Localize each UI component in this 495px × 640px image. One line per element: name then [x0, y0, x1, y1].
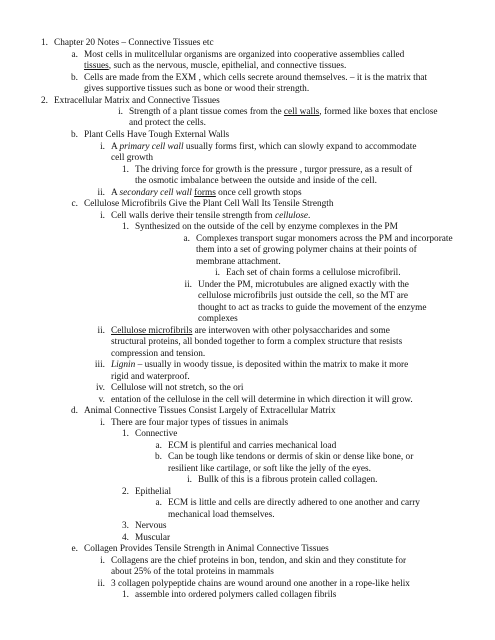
outline-item: [100, 142, 417, 153]
underlined-term: forms: [194, 188, 216, 198]
item-text: Cell walls derive their tensile strength from: [111, 211, 275, 221]
outline-item-continuation: [135, 176, 377, 187]
item-text: A: [111, 142, 120, 152]
outline-item-continuation: [196, 245, 417, 256]
underlined-term: tissues: [84, 61, 109, 71]
item-text: 3 collagen polypeptide chains are wound around one another in a rope-like helix: [111, 579, 410, 589]
item-text: A: [111, 188, 120, 198]
item-text: Complexes transport sugar monomers across the PM and incorporate: [196, 234, 453, 244]
outline-item: [122, 222, 398, 233]
item-marker: 3.: [122, 521, 129, 531]
item-marker: c.: [71, 199, 78, 209]
item-marker: 1.: [122, 222, 129, 232]
item-marker: iii.: [94, 360, 105, 370]
item-text: thought to act as tracks to guide the movement of the enzyme: [198, 303, 427, 313]
item-text: Under the PM, microtubules are aligned exactly with the: [198, 280, 409, 290]
item-text: complexes: [198, 314, 238, 324]
outline-item: [100, 211, 311, 222]
item-text: Bullk of this is a fibrous protein called collagen.: [198, 475, 378, 485]
item-text: Extracellular Matrix and Connective Tissues: [54, 96, 220, 106]
item-text: about 25% of the total proteins in mammals: [111, 567, 274, 577]
item-marker: i.: [100, 556, 105, 566]
item-text: There are four major types of tissues in animals: [111, 418, 289, 428]
item-text: Chapter 20 Notes – Connective Tissues etc: [54, 38, 214, 48]
outline-item: [122, 487, 172, 498]
item-marker: ii.: [97, 579, 105, 589]
item-text: usually forms first, which can slowly expand to accommodate: [183, 142, 417, 152]
item-text: Each set of chain forms a cellulose microfibril.: [226, 268, 401, 278]
item-text: Cells are made from the EXM , which cells secrete around themselves. – it is the matrix that: [84, 73, 428, 83]
outline-item-continuation: [111, 349, 205, 360]
item-marker: a.: [71, 50, 78, 60]
item-marker: ii.: [97, 326, 105, 336]
item-text: membrane attachment.: [196, 257, 281, 267]
outline-item: [41, 38, 214, 49]
item-marker: e.: [71, 544, 78, 554]
italic-term: Lignin: [111, 360, 136, 370]
item-marker: a.: [155, 498, 162, 508]
item-marker: a.: [155, 441, 162, 451]
outline-item: [122, 165, 413, 176]
italic-term: cellulose: [274, 211, 308, 221]
item-text: Collagen Provides Tensile Strength in Animal Connective Tissues: [84, 544, 329, 554]
item-text: Animal Connective Tissues Consist Largely of Extracellular Matrix: [84, 406, 336, 416]
item-text: Strength of a plant tissue comes from the: [129, 107, 284, 117]
item-text: cell growth: [111, 153, 154, 163]
outline-item: [71, 50, 405, 61]
item-text: – usually in woody tissue, is deposited within the matrix to make it more: [135, 360, 409, 370]
item-marker: 2.: [41, 96, 48, 106]
outline-item-continuation: [196, 257, 281, 268]
outline-item: [122, 590, 337, 601]
item-text: structural proteins, all bonded together to form a complex structure that resists: [111, 337, 403, 347]
item-marker: 2.: [122, 487, 129, 497]
outline-item: [155, 498, 420, 509]
item-marker: a.: [183, 234, 190, 244]
item-text: Can be tough like tendons or dermis of skin or dense like bone, or: [168, 452, 414, 462]
underlined-term: Cellulose microfibrils: [111, 326, 193, 336]
outline-item: [122, 429, 178, 440]
item-text: the osmotic imbalance between the outside and inside of the cell.: [135, 176, 377, 186]
item-marker: iv.: [96, 383, 105, 393]
outline-item: [155, 452, 414, 463]
outline-item: [187, 475, 378, 486]
item-text: rigid and waterproof.: [111, 372, 190, 382]
item-text: Plant Cells Have Tough External Walls: [84, 130, 230, 140]
item-text: .: [308, 211, 311, 221]
outline-item: [97, 579, 410, 590]
outline-item: [71, 544, 329, 555]
outline-item-continuation: [198, 303, 426, 314]
outline-item: [71, 73, 428, 84]
outline-item-continuation: [168, 510, 275, 521]
item-text: ECM is little and cells are directly adhered to one another and carry: [168, 498, 420, 508]
outline-item-continuation: [168, 464, 371, 475]
outline-item: [118, 107, 438, 118]
item-text: are interwoven with other polysaccharides and some: [192, 326, 390, 336]
item-marker: 1.: [122, 590, 129, 600]
item-marker: i.: [100, 418, 105, 428]
italic-term: secondary cell wall: [119, 188, 192, 198]
outline-item: [215, 268, 401, 279]
item-text: Synthesized on the outside of the cell by enzyme complexes in the PM: [135, 222, 398, 232]
outline-item: [71, 130, 230, 141]
outline-item: [71, 406, 336, 417]
outline-item: [96, 383, 244, 394]
outline-item: [71, 199, 334, 210]
item-text: Nervous: [135, 521, 167, 531]
outline-item: [155, 441, 337, 452]
outline-item-continuation: [129, 118, 206, 129]
outline-item-continuation: [111, 153, 153, 164]
item-text: , formed like boxes that enclose: [319, 107, 438, 117]
outline-item: [97, 188, 302, 199]
item-text: resilient like cartilage, or soft like the jelly of the eyes.: [168, 464, 371, 474]
item-text: gives supportive tissues such as bone or wood their strength.: [84, 84, 310, 94]
item-text: mechanical load themselves.: [168, 510, 275, 520]
item-marker: b.: [71, 73, 78, 83]
item-marker: 1.: [122, 429, 129, 439]
item-marker: ii.: [97, 188, 105, 198]
item-marker: i.: [100, 142, 105, 152]
item-text: and protect the cells.: [129, 118, 206, 128]
item-text: Cellulose Microfibrils Give the Plant Cell Wall Its Tensile Strength: [84, 199, 334, 209]
item-marker: d.: [71, 406, 78, 416]
outline-item: [122, 521, 167, 532]
item-text: assemble into ordered polymers called collagen fibrils: [135, 590, 337, 600]
item-text: them into a set of growing polymer chains at their points of: [196, 245, 417, 255]
item-text: Most cells in mulitcellular organisms are organized into cooperative assemblies called: [84, 50, 405, 60]
outline-item: [94, 360, 409, 371]
item-text: Cellulose will not stretch, so the ori: [111, 383, 244, 393]
item-text: The driving force for growth is the pressure , turgor pressure, as a result of: [135, 165, 413, 175]
item-marker: v.: [98, 395, 105, 405]
item-text: cellulose microfibrils just outside the cell, so the MT are: [198, 291, 408, 301]
item-marker: 1.: [41, 38, 48, 48]
outline-item-continuation: [84, 61, 346, 72]
outline-item-continuation: [111, 567, 274, 578]
outline-item: [122, 533, 171, 544]
outline-item: [41, 96, 220, 107]
outline-item: [100, 418, 289, 429]
outline-item: [183, 234, 453, 245]
item-text: entation of the cellulose in the cell will determine in which direction it will grow.: [111, 395, 413, 405]
item-text: Muscular: [135, 533, 171, 543]
item-text: compression and tension.: [111, 349, 206, 359]
item-marker: i.: [215, 268, 220, 278]
item-marker: ii.: [184, 280, 192, 290]
item-text: , such as the nervous, muscle, epithelial, and connective tissues.: [108, 61, 347, 71]
outline-item-continuation: [198, 291, 408, 302]
outline-item: [98, 395, 413, 406]
outline-item: [97, 326, 390, 337]
item-marker: 1.: [122, 165, 129, 175]
outline-item: [100, 556, 407, 567]
outline-item-continuation: [198, 314, 238, 325]
item-text: ECM is plentiful and carries mechanical load: [168, 441, 337, 451]
item-marker: i.: [118, 107, 123, 117]
item-marker: 4.: [122, 533, 129, 543]
underlined-term: cell walls: [283, 107, 320, 117]
item-text: Connective: [135, 429, 178, 439]
italic-term: primary cell wall: [119, 142, 184, 152]
item-text: Epithelial: [135, 487, 172, 497]
item-marker: i.: [187, 475, 192, 485]
item-marker: b.: [71, 130, 78, 140]
item-text: Collagens are the chief proteins in bon, tendon, and skin and they constitute for: [111, 556, 407, 566]
outline-item: [184, 280, 409, 291]
outline-item-continuation: [111, 372, 190, 383]
item-marker: b.: [155, 452, 162, 462]
item-marker: i.: [100, 211, 105, 221]
item-text: once cell growth stops: [215, 188, 302, 198]
outline-item-continuation: [84, 84, 309, 95]
outline-item-continuation: [111, 337, 402, 348]
